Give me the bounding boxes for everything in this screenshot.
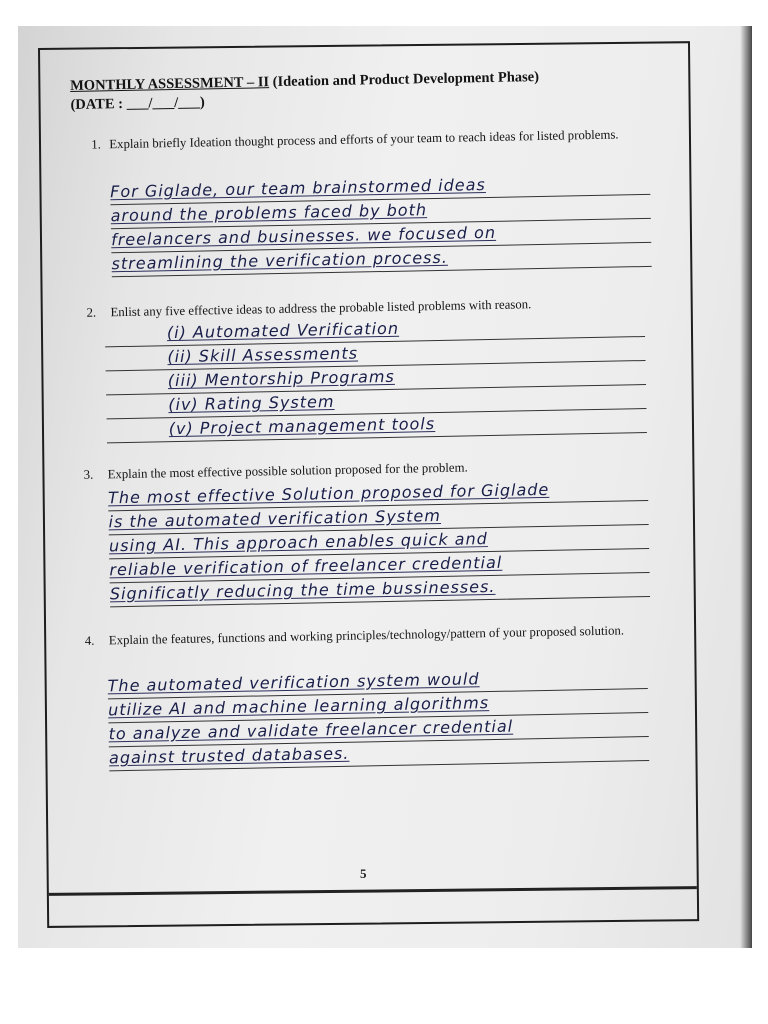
question-prompt: Enlist any five effective ideas to address the probable listed problems with reason. — [110, 297, 532, 320]
handwritten-line: around the problems faced by both — [110, 195, 650, 229]
handwritten-line: reliable verification of freelancer credential — [109, 549, 649, 583]
answer-3 — [108, 477, 650, 607]
handwritten-line: streamlining the verification process. — [111, 243, 651, 277]
handwritten-line: Significatly reducing the time bussinesses. — [110, 573, 650, 607]
handwritten-list-item: (iii) Mentorship Programs — [106, 361, 646, 395]
handwritten-line: freelancers and businesses. we focused on — [111, 219, 651, 253]
question-number: 2. — [86, 305, 97, 320]
handwritten-line: to analyze and validate freelancer credential — [108, 713, 648, 747]
date-field: (DATE : ___/___/___) — [70, 94, 205, 113]
handwritten-line: The automated verification system would — [107, 665, 647, 699]
handwritten-list-item: (iv) Rating System — [106, 385, 646, 419]
handwritten-line: against trusted databases. — [109, 737, 649, 771]
answer-2 — [105, 313, 647, 443]
question-number: 1. — [91, 137, 102, 152]
answer-4 — [107, 665, 649, 771]
handwritten-line: For Giglade, our team brainstormed ideas — [110, 171, 650, 205]
handwritten-line: is the automated verification System — [108, 501, 648, 535]
handwritten-line: utilize AI and machine learning algorithms — [108, 689, 648, 723]
question-number: 4. — [84, 633, 95, 648]
handwritten-line: The most effective Solution proposed for Giglade — [108, 477, 648, 511]
handwritten-list-item: (i) Automated Verification — [105, 313, 645, 347]
title-subtitle: (Ideation and Product Development Phase) — [268, 68, 540, 91]
question-number: 3. — [83, 467, 94, 482]
handwritten-list-item: (v) Project management tools — [107, 409, 647, 443]
answer-1 — [110, 171, 652, 277]
title-underlined: MONTHLY ASSESSMENT – II — [70, 74, 270, 94]
question-prompt: Explain the features, functions and working principles/technology/pattern of your proposed solution. — [108, 623, 625, 648]
question-prompt: Explain briefly Ideation thought process and efforts of your team to reach ideas for listed problems. — [109, 127, 619, 152]
page-edge-shadow — [740, 26, 752, 948]
handwritten-line: using AI. This approach enables quick and — [109, 525, 649, 559]
bottom-rule — [49, 886, 697, 896]
question-prompt: Explain the most effective possible solution proposed for the problem. — [107, 460, 468, 482]
handwritten-list-item: (ii) Skill Assessments — [105, 337, 645, 371]
page-number: 5 — [360, 866, 367, 881]
